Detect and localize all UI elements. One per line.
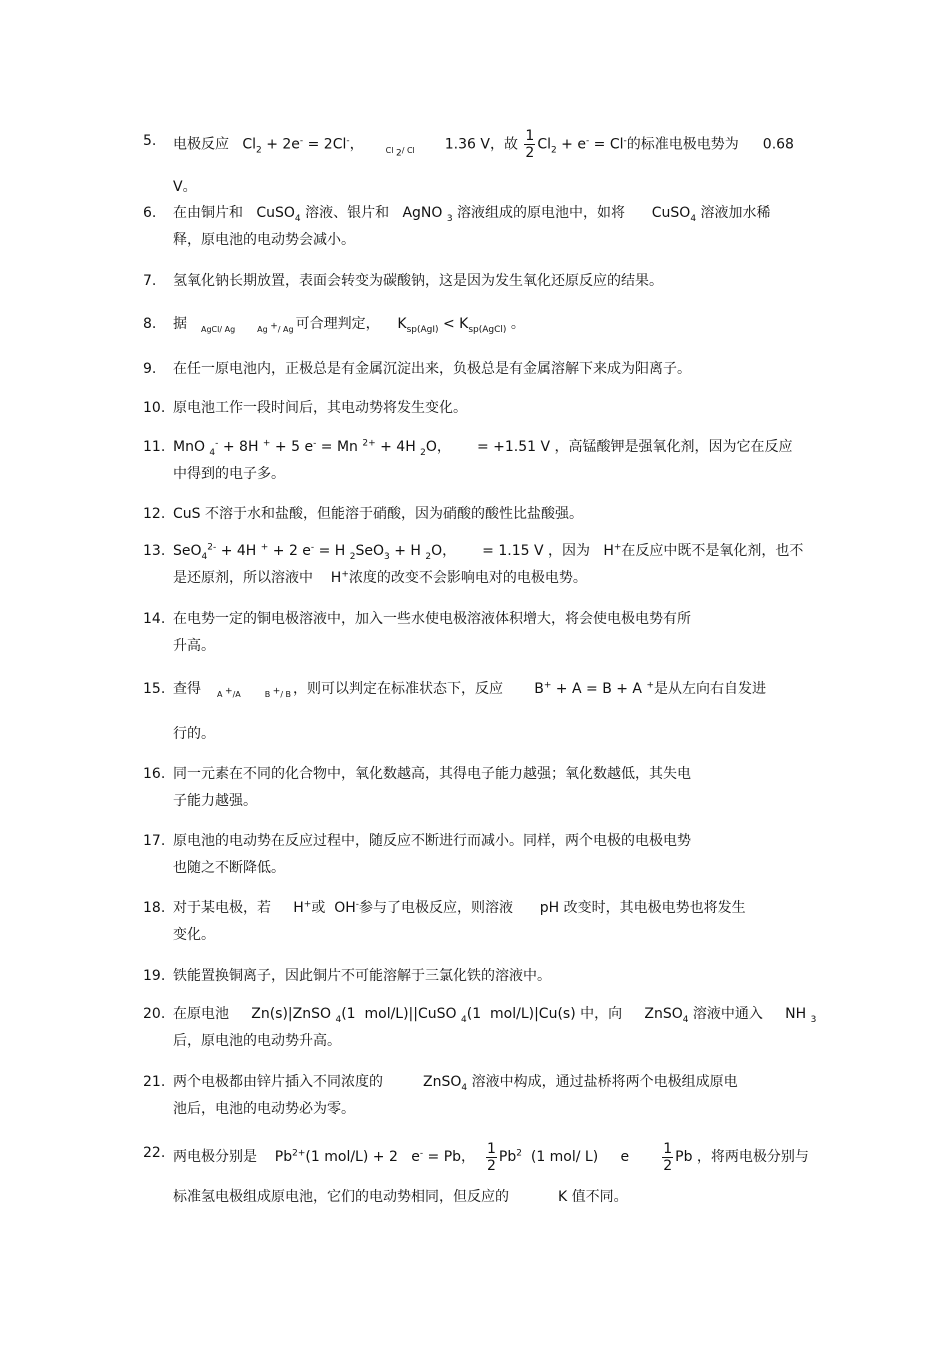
item-text: 行的。 (173, 726, 215, 742)
item-number: 15. (143, 681, 166, 697)
item-text: 两个电极都由锌片插入不同浓度的 ZnSO$_4$ 溶液中构成，通过盐桥将两个电极组成原电 (173, 1074, 738, 1093)
item-text: 原电池的电动势在反应过程中，随反应不断进行而减小。同样，两个电极的电极电势 (173, 833, 691, 849)
item-text: 对于某电极，若 H+或 OH-参与了电极反应，则溶液 pH 改变时，其电极电势也将发生 (173, 899, 746, 916)
item-text: 同一元素在不同的化合物中，氧化数越高，其得电子能力越强；氧化数越低，其失电 (173, 766, 691, 782)
item-text: 据 $_{AgCl/ Ag}$ $_{Ag ^+/ Ag}$ 可合理判定， $K_{sp(AgI)} < K_{sp(AgCl)}$ 。 (173, 316, 525, 335)
item-text: V。 (173, 178, 197, 195)
item-text: 电极反应 $Cl_2 + 2e^- = 2Cl^-$， $_{Cl _2/ Cl}$ 1.36 V，故 $\frac{1}{2}$ $Cl_2 + e^- = Cl^-$的标准电极电势为 0.68 (173, 128, 794, 161)
item-number: 6. (143, 205, 157, 221)
item-text: 子能力越强。 (173, 793, 257, 809)
item-number: 17. (143, 833, 166, 849)
item-text: 原电池工作一段时间后，其电动势将发生变化。 (173, 400, 467, 416)
item-text: 也随之不断降低。 (173, 860, 285, 876)
item-text: 在任一原电池内，正极总是有金属沉淀出来，负极总是有金属溶解下来成为阳离子。 (173, 361, 691, 377)
item-number: 5. (143, 133, 157, 149)
item-text: 两电极分别是 $Pb^{2+}(1$ mol/L) + 2 e- = Pb， $\frac{1}{2}$ Pb$^2$ (1 mol/ L) e $\frac{1}{2}$ Pb ，将两电极分别与 (173, 1140, 809, 1174)
item-number: 16. (143, 766, 166, 782)
item-text: 氢氧化钠长期放置，表面会转变为碳酸钠，这是因为发生氧化还原反应的结果。 (173, 273, 663, 289)
item-text: 铁能置换铜离子，因此铜片不可能溶解于三氯化铁的溶液中。 (173, 968, 551, 984)
item-text: 池后，电池的电动势必为零。 (173, 1101, 355, 1117)
item-number: 19. (143, 968, 166, 984)
item-number: 11. (143, 439, 166, 455)
item-text: 标准氢电极组成原电池，它们的电动势相同，但反应的 K 值不同。 (173, 1189, 628, 1205)
item-number: 21. (143, 1074, 166, 1090)
item-text: SeO$_4^{2-}$ + 4H + + 2 e- = H $_2$SeO$_3$ + H $_2$O， = 1.15 V ，因为 H+在反应中既不是氧化剂，也不 (173, 542, 804, 562)
item-text: CuS 不溶于水和盐酸，但能溶于硝酸，因为硝酸的酸性比盐酸强。 (173, 506, 583, 522)
item-number: 12. (143, 506, 166, 522)
item-text: 升高。 (173, 638, 215, 654)
item-number: 13. (143, 543, 166, 559)
item-number: 9. (143, 361, 157, 377)
item-text: 变化。 (173, 927, 215, 943)
item-text: MnO $_4$- + 8H + + 5 e- = Mn $^{2+}$ + 4H $_2$O， = +1.51 V ，高锰酸钾是强氧化剂，因为它在反应 (173, 438, 793, 458)
item-number: 14. (143, 611, 166, 627)
item-text: 在电势一定的铜电极溶液中，加入一些水使电极溶液体积增大，将会使电极电势有所 (173, 611, 691, 627)
item-number: 7. (143, 273, 157, 289)
item-text: 在由铜片和 CuSO$_4$ 溶液、银片和 AgNO $_3$ 溶液组成的原电池中，如将 CuSO$_4$ 溶液加水稀 (173, 205, 771, 224)
item-text: 是还原剂，所以溶液中 H+浓度的改变不会影响电对的电极电势。 (173, 569, 587, 586)
item-text: 查得 $_{A ^+/A}$ $_{B ^+/ B}$ ，则可以判定在标准状态下，反应 B+ + A = B + A +是从左向右自发进 (173, 680, 767, 699)
item-number: 10. (143, 400, 166, 416)
item-text: 中得到的电子多。 (173, 466, 285, 482)
item-number: 8. (143, 316, 157, 332)
item-text: 后，原电池的电动势升高。 (173, 1033, 341, 1049)
item-number: 18. (143, 900, 166, 916)
item-number: 22. (143, 1145, 166, 1161)
item-text: 在原电池 Zn(s)|ZnSO $_4$(1 mol/L)||CuSO $_4$(1 mol/L)|Cu(s) 中，向 ZnSO$_4$ 溶液中通入 NH $_3$ (173, 1006, 817, 1025)
item-number: 20. (143, 1006, 166, 1022)
item-text: 释，原电池的电动势会减小。 (173, 232, 355, 248)
